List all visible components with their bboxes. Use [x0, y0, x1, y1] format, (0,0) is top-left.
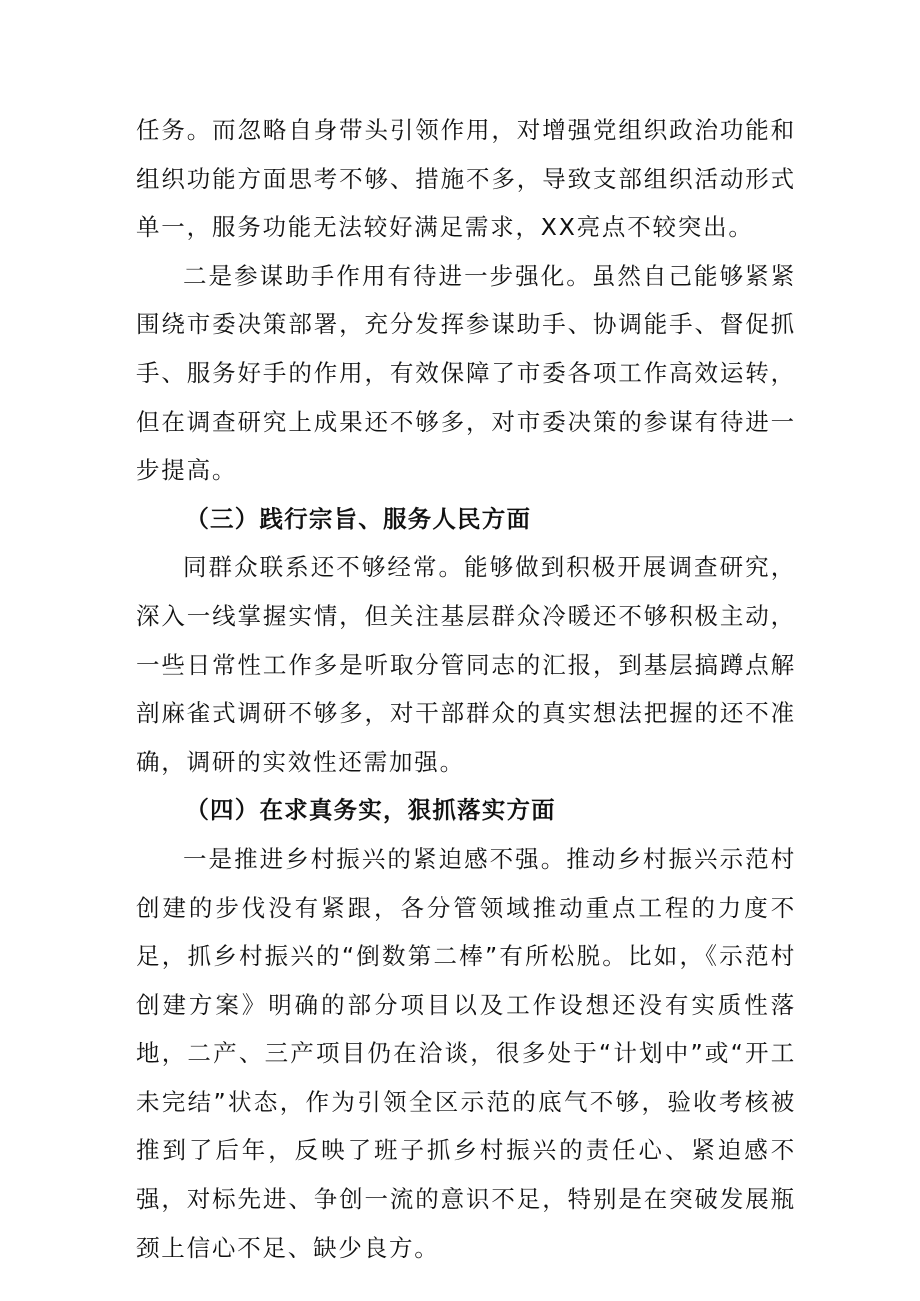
document-body [136, 106, 796, 1272]
section-heading-4: （四）在求真务实，狠抓落实方面 [185, 796, 556, 825]
paragraph-mass-contact: 同群众联系还不够经常。能够做到积极开展调查研究，深入一线掌握实情，但关注基层群众冷暖还不够积极主动，一些日常性工作多是听取分管同志的汇报，到基层搞蹲点解剖麻雀式调研不够多，对干部群众的真实想法把握的还不准确，调研的实效性还需加强。 [136, 553, 796, 776]
section-heading-3: （三）践行宗旨、服务人民方面 [185, 504, 532, 533]
paragraph-advisor-role: 二是参谋助手作用有待进一步强化。虽然自己能够紧紧围绕市委决策部署，充分发挥参谋助手、协调能手、督促抓手、服务好手的作用，有效保障了市委各项工作高效运转，但在调查研究上成果还不够多，对市委决策的参谋有待进一步提高。 [136, 261, 796, 485]
paragraph-continued: 任务。而忽略自身带头引领作用，对增强党组织政治功能和组织功能方面思考不够、措施不多，导致支部组织活动形式单一，服务功能无法较好满足需求，XX亮点不较突出。 [136, 116, 796, 242]
paragraph-rural-revitalization: 一是推进乡村振兴的紧迫感不强。推动乡村振兴示范村创建的步伐没有紧跟，各分管领域推动重点工程的力度不足，抓乡村振兴的“倒数第二棒”有所松脱。比如，《示范村创建方案》明确的部分项目以及工作设想还没有实质性落地，二产、三产项目仍在洽谈，很多处于“计划中”或“开工未完结”状态，作为引领全区示范的底气不够，验收考核被推到了后年，反映了班子抓乡村振兴的责任心、紧迫感不强，对标先进、争创一流的意识不足，特别是在突破发展瓶颈上信心不足、缺少良方。 [136, 844, 796, 1262]
